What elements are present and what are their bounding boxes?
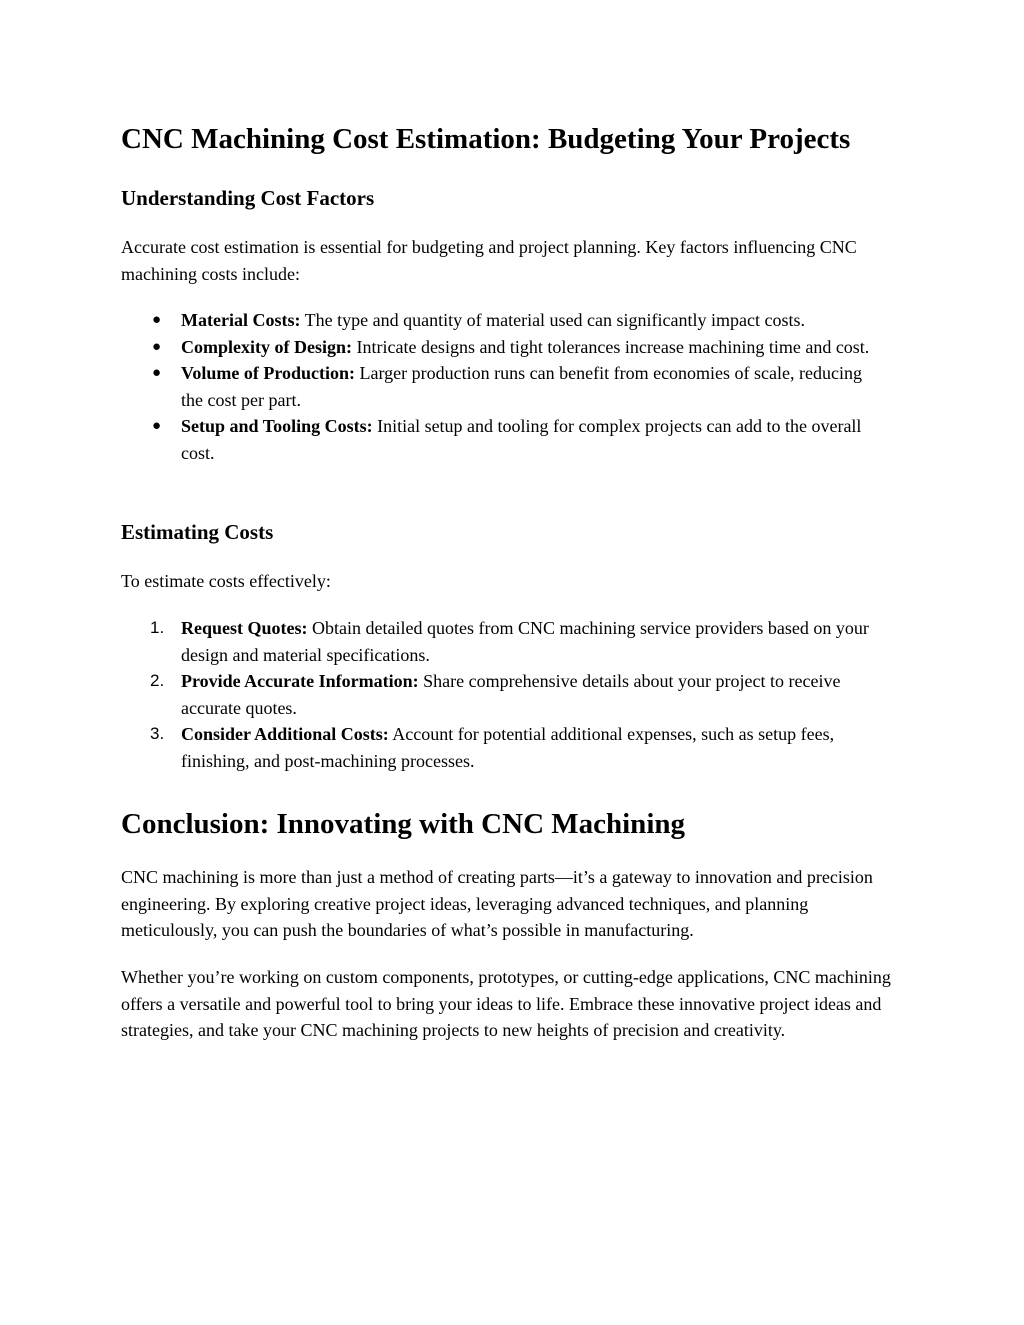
list-item-text: Account for potential additional expenses, such as setup fees, finishing, and post-machining processes.	[181, 724, 835, 771]
section-heading-estimating-costs: Estimating Costs	[121, 520, 274, 544]
list-item	[121, 334, 881, 361]
section-heading-cost-factors: Understanding Cost Factors	[121, 186, 375, 210]
section-intro-estimating-costs: To estimate costs effectively:	[121, 571, 331, 591]
list-item-term: Consider Additional Costs:	[181, 724, 389, 744]
list-item-term: Complexity of Design:	[181, 336, 352, 357]
bullet-marker: ●	[152, 364, 162, 381]
section-intro-cost-factors: Accurate cost estimation is essential for budgeting and project planning. Key factors influencing CNC machining costs include:	[121, 237, 857, 284]
document-title: CNC Machining Cost Estimation: Budgeting Your Projects	[121, 123, 851, 155]
conclusion-paragraph: CNC machining is more than just a method of creating parts—it’s a gateway to innovation and precision engineering. By exploring creative project ideas, leveraging advanced techniques, and planning meticulously, you can push the boundaries of what’s possible in manufacturing.	[121, 867, 873, 940]
list-item-text: Obtain detailed quotes from CNC machining service providers based on your design and material specifications.	[181, 618, 869, 665]
conclusion-paragraph: Whether you’re working on custom components, prototypes, or cutting-edge applications, CNC machining offers a versatile and powerful tool to bring your ideas to life. Embrace these innovative project ideas and strategies, and take your CNC machining projects to new heights of precision and creativity.	[121, 967, 891, 1040]
number-marker: 1.	[150, 618, 165, 637]
list-item-text: Share comprehensive details about your project to receive accurate quotes.	[181, 671, 841, 718]
list-item-term: Provide Accurate Information:	[181, 671, 419, 691]
list-item-text: Intricate designs and tight tolerances increase machining time and cost.	[351, 336, 870, 357]
list-item-term: Volume of Production:	[181, 363, 356, 383]
list-item	[121, 721, 881, 774]
list-item	[121, 615, 881, 668]
bullet-marker: ●	[152, 417, 162, 434]
number-marker: 3.	[150, 724, 165, 743]
list-item-text: The type and quantity of material used can significantly impact costs.	[300, 310, 805, 330]
number-marker: 2.	[150, 671, 165, 690]
bullet-marker: ●	[152, 311, 162, 328]
list-item-term: Request Quotes:	[181, 618, 308, 638]
list-item	[121, 360, 881, 413]
list-item-term: Material Costs:	[181, 310, 301, 330]
list-item	[121, 668, 881, 721]
estimating-steps-list	[121, 615, 906, 774]
list-item-term: Setup and Tooling Costs:	[181, 416, 373, 436]
cost-factors-list	[121, 307, 906, 466]
list-item	[121, 413, 881, 466]
list-item-text: Initial setup and tooling for complex projects can add to the overall cost.	[181, 416, 862, 463]
list-item-text: Larger production runs can benefit from economies of scale, reducing the cost per part.	[181, 363, 862, 410]
conclusion-heading: Conclusion: Innovating with CNC Machining	[121, 808, 685, 840]
list-item	[121, 307, 881, 334]
bullet-marker: ●	[152, 337, 162, 355]
